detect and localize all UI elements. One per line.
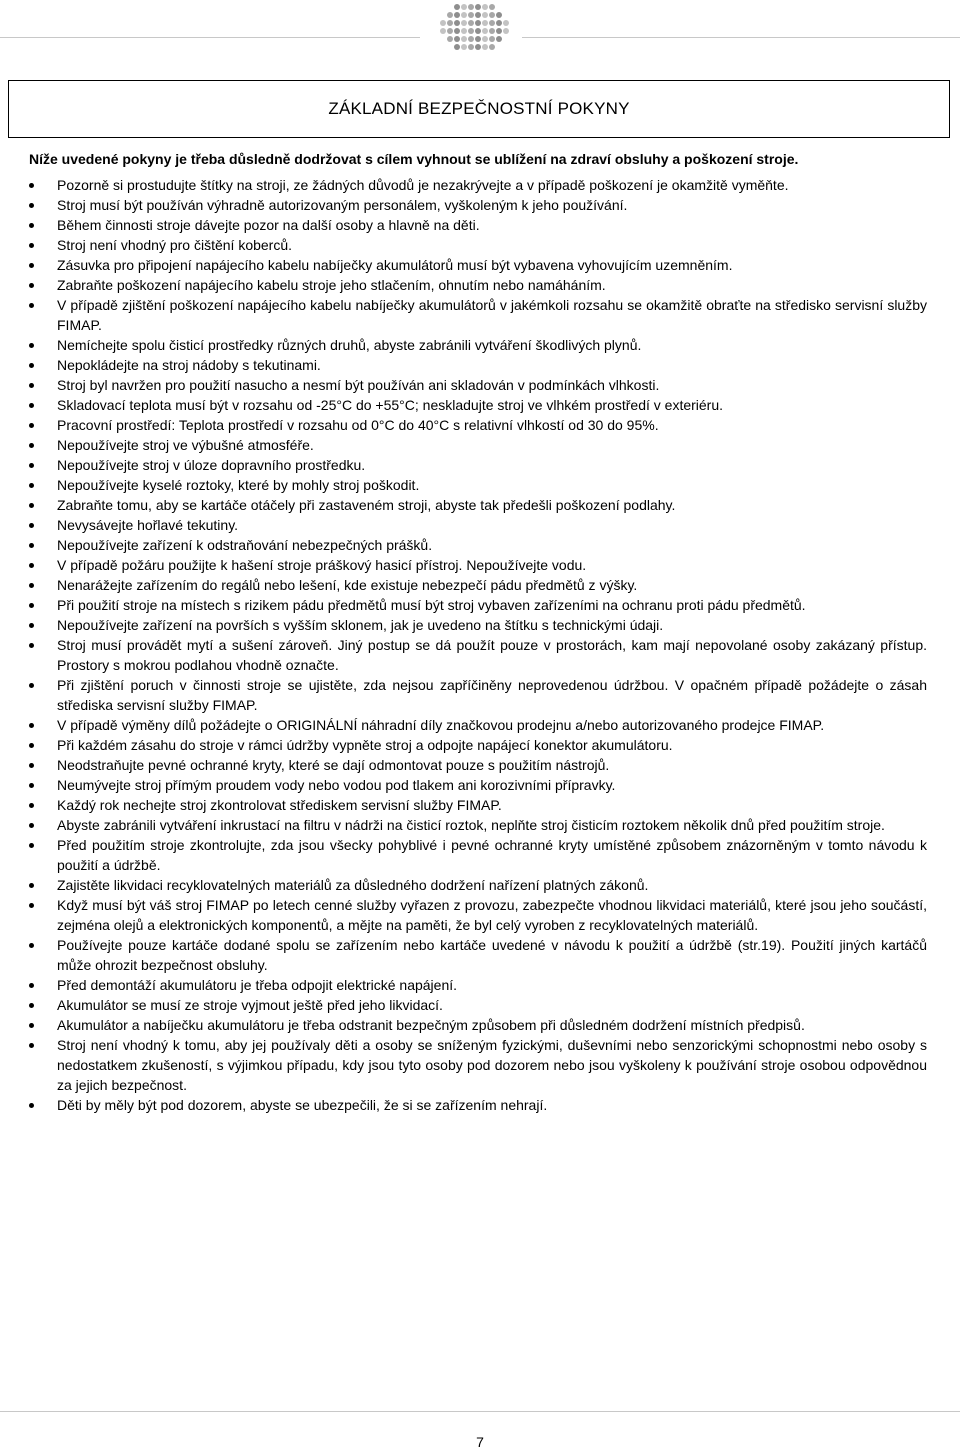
list-item-text: Stroj není vhodný k tomu, aby jej používaly děti a osoby se sníženým fyzickými, duševními nebo senzorickými schopnostmi nebo osoby s nedostatkem zkušeností, s výjimkou případu, kdy jsou tyto osoby pod dozorem nebo jsou vyškoleny k používání stroje osobou odpovědnou za jejich bezpečnost. (57, 1037, 927, 1093)
list-item (29, 875, 927, 895)
list-item-text: Nevysávejte hořlavé tekutiny. (57, 517, 239, 533)
title-box (8, 80, 950, 138)
list-item (29, 435, 927, 455)
list-item (29, 275, 927, 295)
list-item (29, 575, 927, 595)
list-item-text: Zásuvka pro připojení napájecího kabelu nabíječky akumulátorů musí být vybavena vyhovujícím uzemněním. (57, 257, 733, 273)
list-item (29, 495, 927, 515)
list-item-text: Akumulátor se musí ze stroje vyjmout ještě před jeho likvidací. (57, 997, 443, 1013)
list-item-text: Neumývejte stroj přímým proudem vody nebo vodou pod tlakem ani korozivními přípravky. (57, 777, 616, 793)
list-item (29, 555, 927, 575)
list-item-text: Před použitím stroje zkontrolujte, zda jsou všecky pohyblivé i pevné ochranné kryty umístěné způsobem znázorněným v tomto návodu k použití a údržbě. (57, 837, 927, 873)
list-item-text: Nepoužívejte kyselé roztoky, které by mohly stroj poškodit. (57, 477, 420, 493)
list-item-text: Každý rok nechejte stroj zkontrolovat střediskem servisní služby FIMAP. (57, 797, 502, 813)
list-item-text: Zabraňte tomu, aby se kartáče otáčely při zastaveném stroji, abyste tak předešli poškození podlahy. (57, 497, 676, 513)
safety-list (29, 175, 927, 1115)
list-item (29, 675, 927, 715)
header-rule-left (0, 37, 420, 38)
list-item-text: Stroj není vhodný pro čištění koberců. (57, 237, 293, 253)
list-item-text: Stroj musí provádět mytí a sušení zároveň. Jiný postup se dá použít pouze v prostorách, kam mají nepovolané osoby zakázaný přístup. Prostory s mokrou podlahou vhodně označte. (57, 637, 927, 673)
list-item (29, 175, 927, 195)
list-item-text: Zabraňte poškození napájecího kabelu stroje jeho stlačením, ohnutím nebo namáháním. (57, 277, 606, 293)
list-item (29, 295, 927, 335)
list-item (29, 455, 927, 475)
list-item-text: Při zjištění poruch v činnosti stroje se ujistěte, zda nejsou zapříčiněny neprovedenou údržbou. V opačném případě požádejte o zásah střediska servisní služby FIMAP. (57, 677, 927, 713)
list-item (29, 375, 927, 395)
list-item-text: Akumulátor a nabíječku akumulátoru je třeba odstranit bezpečným způsobem při důsledném dodržení místních předpisů. (57, 1017, 805, 1033)
list-item-text: Při použití stroje na místech s rizikem pádu předmětů musí být stroj vybaven zařízeními na ochranu proti pádu předmětů. (57, 597, 806, 613)
list-item-text: Zajistěte likvidaci recyklovatelných materiálů za důsledného dodržení nařízení platných zákonů. (57, 877, 649, 893)
list-item-text: Nepoužívejte stroj ve výbušné atmosféře. (57, 437, 314, 453)
list-item-text: Nemíchejte spolu čisticí prostředky různých druhů, abyste zabránili vytváření škodlivých plynů. (57, 337, 642, 353)
list-item (29, 535, 927, 555)
list-item (29, 1015, 927, 1035)
intro-text: Níže uvedené pokyny je třeba důsledně dodržovat s cílem vyhnout se ublížení na zdraví obsluhy a poškození stroje. (29, 151, 799, 167)
list-item-text: Když musí být váš stroj FIMAP po letech cenné služby vyřazen z provozu, zabezpečte vhodnou likvidaci materiálů, které jsou jeho součástí, zejména olejů a elektronických komponentů, a mějte na paměti, že byl celý vyroben z recyklovatelných materiálů. (57, 897, 927, 933)
list-item-text: V případě výměny dílů požádejte o ORIGINÁLNÍ náhradní díly značkovou prodejnu a/nebo autorizovaného prodejce FIMAP. (57, 717, 825, 733)
list-item (29, 1095, 927, 1115)
list-item (29, 235, 927, 255)
list-item (29, 775, 927, 795)
list-item-text: Nepoužívejte zařízení na površích s vyšším sklonem, jak je uvedeno na štítku s technickými údaji. (57, 617, 664, 633)
list-item (29, 975, 927, 995)
list-item (29, 415, 927, 435)
list-item (29, 615, 927, 635)
list-item-text: Neodstraňujte pevné ochranné kryty, které se dají odmontovat pouze s použitím nástrojů. (57, 757, 610, 773)
list-item-text: Abyste zabránili vytváření inkrustací na filtru v nádrži na čisticí roztok, neplňte stroj čisticím roztokem několik dnů před použitím stroje. (57, 817, 885, 833)
list-item-text: Nenarážejte zařízením do regálů nebo lešení, kde existuje nebezpečí pádu předmětů z výšky. (57, 577, 638, 593)
header-rule-right (522, 37, 960, 38)
list-item (29, 355, 927, 375)
list-item (29, 755, 927, 775)
list-item (29, 475, 927, 495)
list-item-text: Stroj byl navržen pro použití nasucho a nesmí být používán ani skladován v podmínkách vlhkosti. (57, 377, 660, 393)
list-item-text: Během činnosti stroje dávejte pozor na další osoby a hlavně na děti. (57, 217, 480, 233)
list-item (29, 195, 927, 215)
dot-logo-icon (440, 4, 506, 54)
list-item (29, 995, 927, 1015)
list-item (29, 815, 927, 835)
list-item (29, 935, 927, 975)
list-item-text: Pozorně si prostudujte štítky na stroji, ze žádných důvodů je nezakrývejte a v případě poškození je okamžitě vyměňte. (57, 177, 789, 193)
page-number: 7 (476, 1434, 484, 1450)
list-item-text: Stroj musí být používán výhradně autorizovaným personálem, vyškoleným k jeho používání. (57, 197, 628, 213)
list-item (29, 215, 927, 235)
footer-rule (0, 1411, 960, 1412)
list-item-text: Skladovací teplota musí být v rozsahu od -25°C do +55°C; neskladujte stroj ve vlhkém prostředí v exteriéru. (57, 397, 724, 413)
list-item (29, 715, 927, 735)
list-item-text: Nepokládejte na stroj nádoby s tekutinami. (57, 357, 321, 373)
list-item (29, 255, 927, 275)
list-item (29, 515, 927, 535)
list-item-text: Používejte pouze kartáče dodané spolu se zařízením nebo kartáče uvedené v návodu k použití a údržbě (str.19). Použití jiných kartáčů může ohrozit bezpečnost obsluhy. (57, 937, 927, 973)
list-item (29, 335, 927, 355)
list-item (29, 895, 927, 935)
list-item (29, 635, 927, 675)
list-item (29, 595, 927, 615)
list-item-text: Při každém zásahu do stroje v rámci údržby vypněte stroj a odpojte napájecí konektor akumulátoru. (57, 737, 673, 753)
list-item (29, 735, 927, 755)
list-item-text: Děti by měly být pod dozorem, abyste se ubezpečili, že si se zařízením nehrají. (57, 1097, 548, 1113)
list-item-text: V případě požáru použijte k hašení stroje práškový hasicí přístroj. Nepoužívejte vodu. (57, 557, 587, 573)
page-title: ZÁKLADNÍ BEZPEČNOSTNÍ POKYNY (328, 99, 630, 118)
list-item-text: Pracovní prostředí: Teplota prostředí v rozsahu od 0°C do 40°C s relativní vlhkostí od 30 do 95%. (57, 417, 659, 433)
list-item (29, 795, 927, 815)
list-item (29, 1035, 927, 1095)
list-item-text: Nepoužívejte zařízení k odstraňování nebezpečných prášků. (57, 537, 433, 553)
list-item-text: V případě zjištění poškození napájecího kabelu nabíječky akumulátorů v jakémkoli rozsahu se okamžitě obraťte na středisko servisní služby FIMAP. (57, 297, 927, 333)
list-item (29, 835, 927, 875)
list-item-text: Před demontáží akumulátoru je třeba odpojit elektrické napájení. (57, 977, 458, 993)
list-item (29, 395, 927, 415)
list-item-text: Nepoužívejte stroj v úloze dopravního prostředku. (57, 457, 366, 473)
